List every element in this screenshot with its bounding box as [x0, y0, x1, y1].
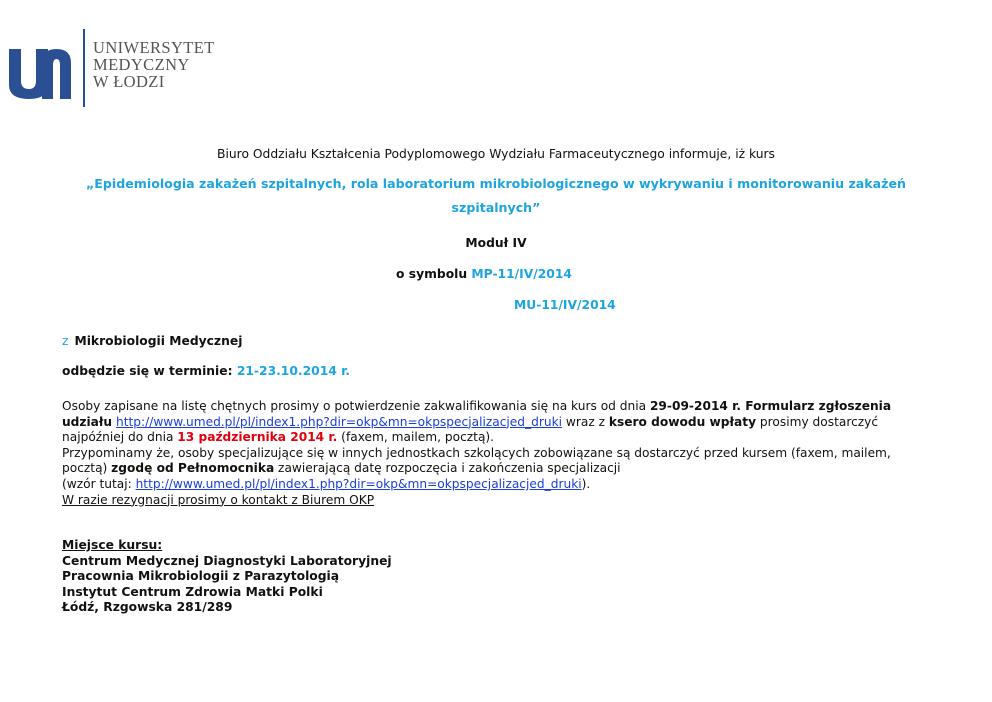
- field-name: Mikrobiologii Medycznej: [74, 334, 243, 348]
- body-row-6: [62, 477, 962, 493]
- symbol-value-1: MP-11/IV/2014: [471, 267, 572, 281]
- body-text: wraz z: [562, 414, 609, 429]
- course-title-line-1: „Epidemiologia zakażeń szpitalnych, rola laboratorium mikrobiologicznego w wykrywaniu i monitorowaniu zakażeń: [86, 176, 906, 191]
- course-title-line-2: szpitalnych”: [451, 200, 541, 215]
- info-paragraph: [62, 399, 962, 508]
- body-bold: udziału: [62, 414, 113, 429]
- template-link[interactable]: http://www.umed.pl/pl/index1.php?dir=okp&mn=okpspecjalizacjed_druki: [135, 476, 582, 491]
- logo-line-1: UNIWERSYTET: [93, 38, 215, 57]
- symbol-label: o symbolu: [396, 267, 468, 281]
- location-line-4: Łódź, Rzgowska 281/289: [62, 600, 233, 615]
- body-text: zawierającą datę rozpoczęcia i zakończenia specjalizacji: [274, 461, 621, 476]
- start-date: 29-09-2014 r. Formularz zgłoszenia: [649, 399, 892, 413]
- logo-line-3: W ŁODZI: [93, 72, 165, 91]
- body-text: Przypominamy że, osoby specjalizujące się w innych jednostkach szkolących zobowiązane są dostarczyć przed kursem (faxem, mailem,: [62, 445, 891, 460]
- body-text: prosimy dostarczyć: [756, 414, 879, 429]
- payment-proof: ksero dowodu wpłaty: [608, 414, 757, 429]
- date-label: odbędzie się w terminie:: [62, 364, 233, 378]
- symbol-value-2: MU-11/IV/2014: [514, 298, 616, 312]
- logo-wordmark: [93, 39, 215, 90]
- resignation-note: W razie rezygnacji prosimy o kontakt z Biurem OKP: [62, 492, 375, 507]
- location-line-1: Centrum Medycznej Diagnostyki Laboratoryjnej: [62, 553, 392, 568]
- logo-line-2: MEDYCZNY: [93, 55, 190, 74]
- location-heading: Miejsce kursu:: [62, 538, 163, 552]
- field-line: [62, 334, 242, 348]
- date-line: [62, 364, 350, 378]
- body-text: najpóźniej do dnia: [62, 430, 178, 445]
- um-logo-icon: [9, 41, 71, 99]
- body-row-1: [62, 399, 962, 415]
- intro-text: Biuro Oddziału Kształcenia Podyplomowego Wydziału Farmaceutycznego informuje, iż kurs: [217, 147, 775, 161]
- field-prefix: z: [62, 334, 69, 348]
- body-row-5: [62, 461, 962, 477]
- forms-link[interactable]: http://www.umed.pl/pl/index1.php?dir=okp&mn=okpspecjalizacjed_druki: [115, 414, 563, 429]
- module-label: Moduł IV: [465, 236, 527, 250]
- body-text: ).: [581, 476, 591, 491]
- body-text: (faxem, mailem, pocztą).: [337, 430, 495, 445]
- date-value: 21-23.10.2014 r.: [236, 364, 351, 378]
- body-text: pocztą): [62, 461, 112, 476]
- body-row-2: [62, 415, 962, 431]
- body-row-4: [62, 446, 962, 462]
- location-line-3: Instytut Centrum Zdrowia Matki Polki: [62, 584, 323, 599]
- deadline-date: 13 października 2014 r.: [177, 430, 338, 445]
- body-row-3: [62, 430, 962, 446]
- consent-required: zgodę od Pełnomocnika: [111, 461, 275, 476]
- body-text: (wzór tutaj:: [62, 476, 136, 491]
- university-logo: [9, 29, 249, 109]
- symbol-line: [0, 267, 980, 281]
- location-line-2: Pracownia Mikrobiologii z Parazytologią: [62, 569, 340, 584]
- body-text: Osoby zapisane na listę chętnych prosimy o potwierdzenie zakwalifikowania się na kurs od dnia: [62, 399, 650, 413]
- logo-divider: [83, 29, 85, 107]
- course-location: [62, 538, 392, 616]
